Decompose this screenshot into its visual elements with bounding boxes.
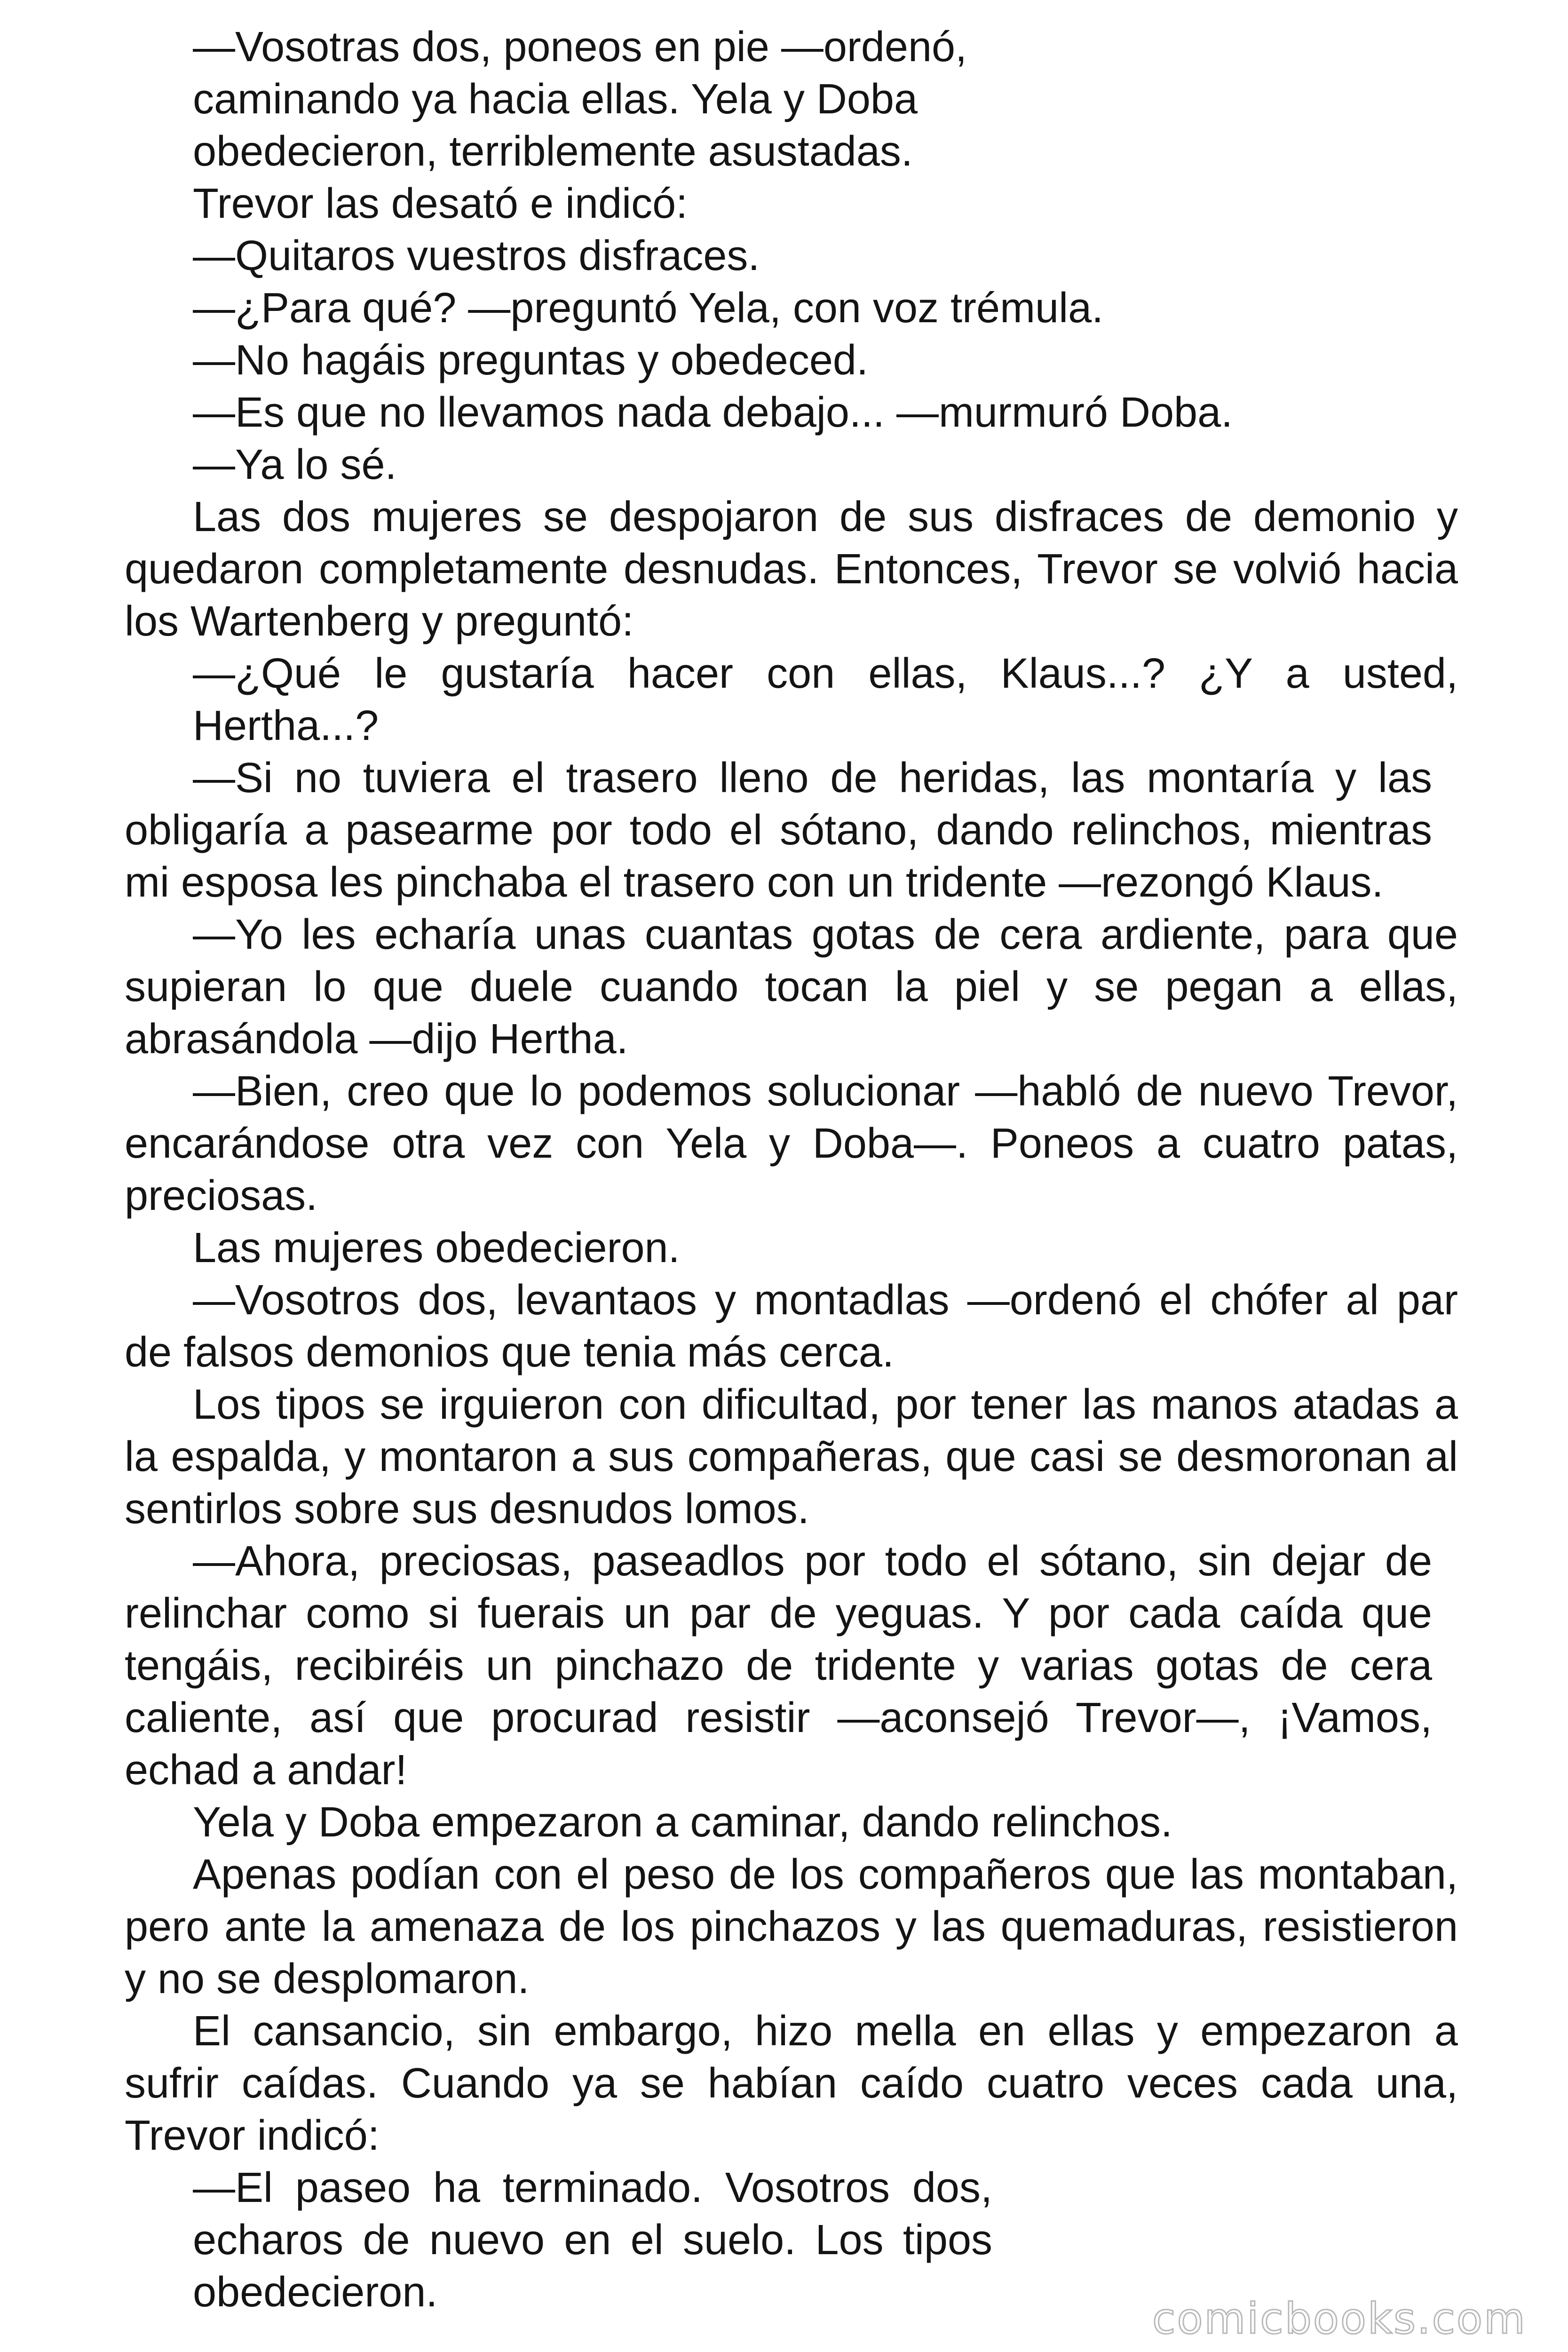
text-line: Yela y Doba empezaron a caminar, dando relinchos. [193,1799,1172,1846]
paragraph: El cansancio, sin embargo, hizo mella en ellas y empezaron a sufrir caídas. Cuando ya se habían caído cuatro veces cada una, Trevor indicó: [125,2008,1458,2159]
paragraph: —Si no tuviera el trasero lleno de heridas, las montaría y las obligaría a pasearme por todo el sótano, dando relinchos, mientras mi esposa les pinchaba el trasero con un tridente —rezongó Klaus. [125,755,1432,906]
text-line: caminando ya hacia ellas. Yela y Doba [193,76,918,123]
paragraph [193,648,1458,752]
paragraph: —Vosotros dos, levantaos y montadlas —ordenó el chófer al par de falsos demonios que tenia más cerca. [125,1277,1458,1376]
paragraph [193,334,1458,387]
text-line: —Quitaros vuestros disfraces. [193,232,760,279]
text-line: Hertha...? [193,702,379,749]
paragraph [193,387,1458,439]
text-line: —Vosotras dos, poneos en pie —ordenó, [193,24,967,71]
text-line: —Ya lo sé. [193,441,397,488]
paragraph: —Ahora, preciosas, paseadlos por todo el sótano, sin dejar de relinchar como si fuerais un par de yeguas. Y por cada caída que tengáis, recibiréis un pinchazo de tridente y varias gotas de cera caliente, así que procurad resistir —aconsejó Trevor—, ¡Vamos, echad a andar! [125,1538,1432,1794]
paragraph: —Yo les echaría unas cuantas gotas de cera ardiente, para que supieran lo que duele cuando tocan la piel y se pegan a ellas, abrasándola —dijo Hertha. [125,911,1458,1063]
paragraph [193,178,1458,230]
paragraph [193,282,1458,334]
paragraph [193,230,1458,282]
text-line: obedecieron. [193,2269,438,2316]
text-line: Trevor las desató e indicó: [193,180,688,227]
text-line: —¿Qué le gustaría hacer con ellas, Klaus...? ¿Y a usted, [193,650,1458,697]
paragraph [193,1796,1458,1849]
text-line: —¿Para qué? —preguntó Yela, con voz trémula. [193,285,1104,332]
paragraph [193,21,992,178]
page-text [125,21,1458,2319]
paragraph: Apenas podían con el peso de los compañeros que las montaban, pero ante la amenaza de los pinchazos y las quemaduras, resistieron y no se desplomaron. [125,1851,1458,2002]
text-line: —Es que no llevamos nada debajo... —murmuró Doba. [193,389,1233,436]
text-line: obedecieron, terriblemente asustadas. [193,128,913,175]
paragraph [193,1222,1458,1274]
paragraph: —Bien, creo que lo podemos solucionar —habló de nuevo Trevor, encarándose otra vez con Yela y Doba—. Poneos a cuatro patas, preciosas. [125,1068,1458,1219]
paragraph [193,2162,992,2319]
text-line: —No hagáis preguntas y obedeced. [193,337,868,384]
text-line: —El paseo ha terminado. Vosotros dos, [193,2164,992,2211]
paragraph: Las dos mujeres se despojaron de sus disfraces de demonio y quedaron completamente desnudas. Entonces, Trevor se volvió hacia los Wartenberg y preguntó: [125,493,1458,645]
paragraph [193,439,1458,491]
text-line: echaros de nuevo en el suelo. Los tipos [193,2217,992,2264]
watermark-text: comicbooks.com [1152,2294,1527,2344]
paragraph: Los tipos se irguieron con dificultad, por tener las manos atadas a la espalda, y montaron a sus compañeras, que casi se desmoronan al sentirlos sobre sus desnudos lomos. [125,1381,1458,1533]
text-line: Las mujeres obedecieron. [193,1224,680,1271]
